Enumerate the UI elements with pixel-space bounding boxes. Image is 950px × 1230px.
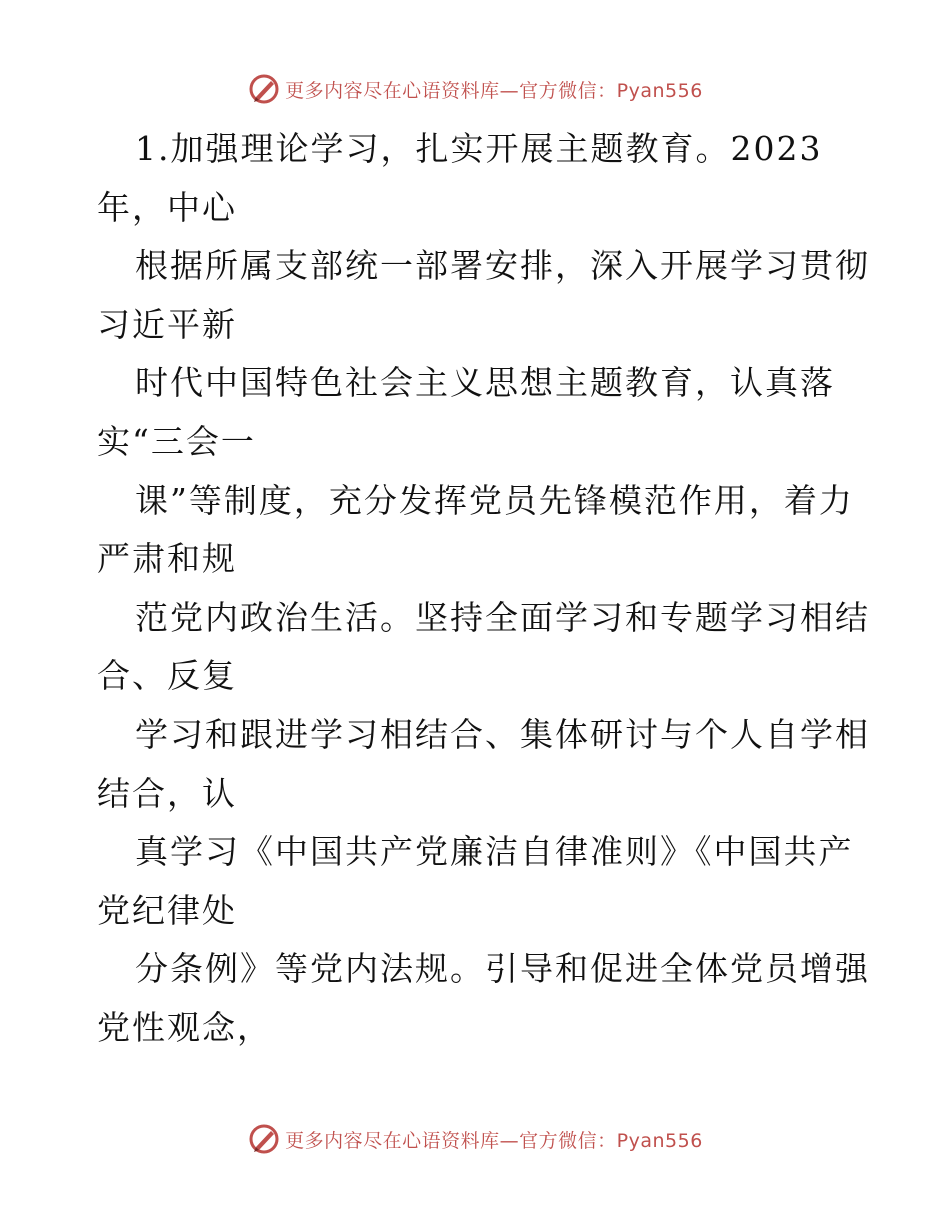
text-line: 年，中心 (97, 187, 237, 227)
text-line: 真学习《中国共产党廉洁自律准则》《中国共产 (135, 832, 854, 872)
text-line: 合、反复 (97, 656, 237, 696)
pen-logo-icon (247, 1122, 281, 1156)
text-line: 党性观念， (97, 1007, 272, 1047)
pen-logo-icon (247, 72, 281, 106)
document-body (97, 120, 870, 1058)
text-line: 严肃和规 (97, 539, 237, 579)
text-line: 党纪律处 (97, 890, 237, 930)
text-line: 结合，认 (97, 773, 237, 813)
text-line: 1.加强理论学习，扎实开展主题教育。2023 (135, 129, 823, 168)
text-line: 根据所属支部统一部署安排，深入开展学习贯彻 (135, 246, 870, 286)
text-line: 习近平新 (97, 304, 237, 344)
text-line: 时代中国特色社会主义思想主题教育，认真落 (135, 363, 835, 403)
text-line: 课”等制度，充分发挥党员先锋模范作用，着力 (135, 480, 854, 520)
text-line: 分条例》等党内法规。引导和促进全体党员增强 (135, 949, 870, 989)
watermark-text: 更多内容尽在心语资料库—官方微信：Pyan556 (285, 1129, 703, 1152)
watermark-text: 更多内容尽在心语资料库—官方微信：Pyan556 (285, 79, 703, 102)
text-line: 学习和跟进学习相结合、集体研讨与个人自学相 (135, 714, 870, 754)
header-watermark (0, 72, 950, 106)
text-line: 范党内政治生活。坚持全面学习和专题学习相结 (135, 597, 870, 637)
text-line: 实“三会一 (97, 421, 256, 461)
footer-watermark (0, 1122, 950, 1156)
